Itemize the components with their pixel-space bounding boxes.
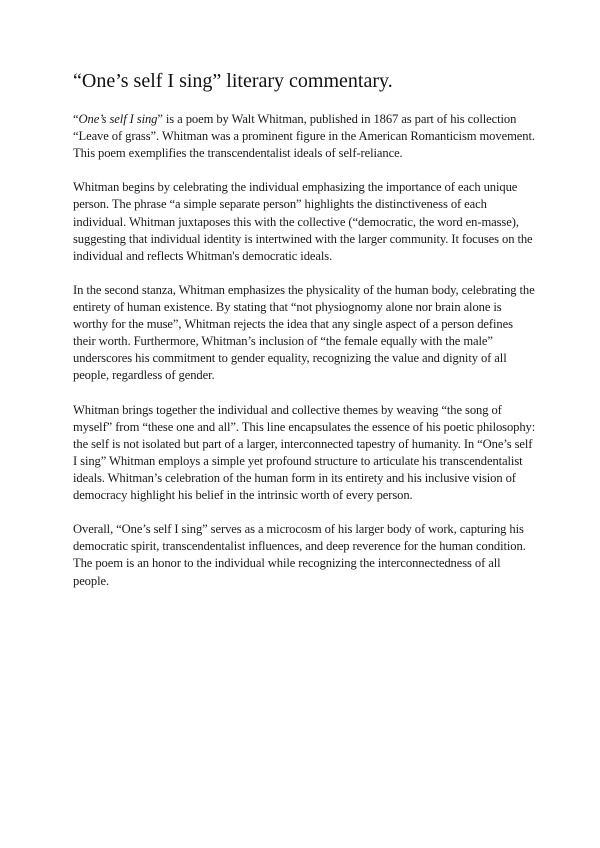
paragraph-conclusion <box>73 521 529 589</box>
document-body <box>73 111 536 607</box>
paragraph-second-stanza <box>73 282 535 385</box>
open-quote: “ <box>73 112 79 126</box>
text-line: people. <box>73 573 110 588</box>
text-line: The poem is an honor to the individual while recognizing the interconnectedness of all <box>73 556 501 571</box>
poem-title-italic: One’s self I sing <box>78 112 158 126</box>
text-line: underscores his commitment to gender equality, recognizing the value and dignity of all <box>73 351 507 366</box>
text-line: myself” from “these one and all”. This line encapsulates the essence of his poetic philosophy: <box>73 419 536 434</box>
paragraph-intro <box>73 111 535 162</box>
text-line: people, regardless of gender. <box>73 368 215 383</box>
text-line: person. The phrase “a simple separate person” highlights the distinctiveness of each <box>73 197 487 212</box>
text-line: democratic spirit, transcendentalist influences, and deep reverence for the human condition. <box>73 539 526 554</box>
text-line: the self is not isolated but part of a larger, interconnected tapestry of humanity. In “One’s self <box>73 436 533 451</box>
text-line: worthy for the muse”, Whitman rejects the idea that any single aspect of a person defines <box>73 317 513 332</box>
text-line: This poem exemplifies the transcendentalist ideals of self-reliance. <box>73 146 403 161</box>
text-line: Whitman begins by celebrating the individual emphasizing the importance of each unique <box>73 180 518 195</box>
text-line: “Leave of grass”. Whitman was a prominent figure in the American Romanticism movement. <box>73 129 535 144</box>
line-text: ” is a poem by Walt Whitman, published in 1867 as part of his collection <box>157 112 517 126</box>
text-line: Overall, “One’s self I sing” serves as a microcosm of his larger body of work, capturing his <box>73 522 524 537</box>
text-line: democracy highlight his belief in the intrinsic worth of every person. <box>73 488 413 503</box>
text-line: ideals. Whitman’s celebration of the human form in its entirety and his inclusive vision of <box>73 470 516 485</box>
text-line: In the second stanza, Whitman emphasizes the physicality of the human body, celebrating the <box>73 282 535 297</box>
text-line: I sing” Whitman employs a simple yet profound structure to articulate his transcendentalist <box>73 453 523 468</box>
text-line: individual and reflects Whitman's democratic ideals. <box>73 248 333 263</box>
text-line: individual. Whitman juxtaposes this with the collective (“democratic, the word en-masse), <box>73 214 519 229</box>
text-line: their worth. Furthermore, Whitman’s inclusion of “the female equally with the male” <box>73 334 493 349</box>
paragraph-themes <box>73 402 536 505</box>
paragraph-individual <box>73 179 533 264</box>
text-line: entirety of human existence. By stating that “not physiognomy alone nor brain alone is <box>73 300 502 315</box>
text-line <box>73 111 529 128</box>
text-line: suggesting that individual identity is intertwined with the larger community. It focuses on the <box>73 231 533 246</box>
text-line: Whitman brings together the individual and collective themes by weaving “the song of <box>73 402 502 417</box>
document-title: “One’s self I sing” literary commentary. <box>73 70 393 92</box>
